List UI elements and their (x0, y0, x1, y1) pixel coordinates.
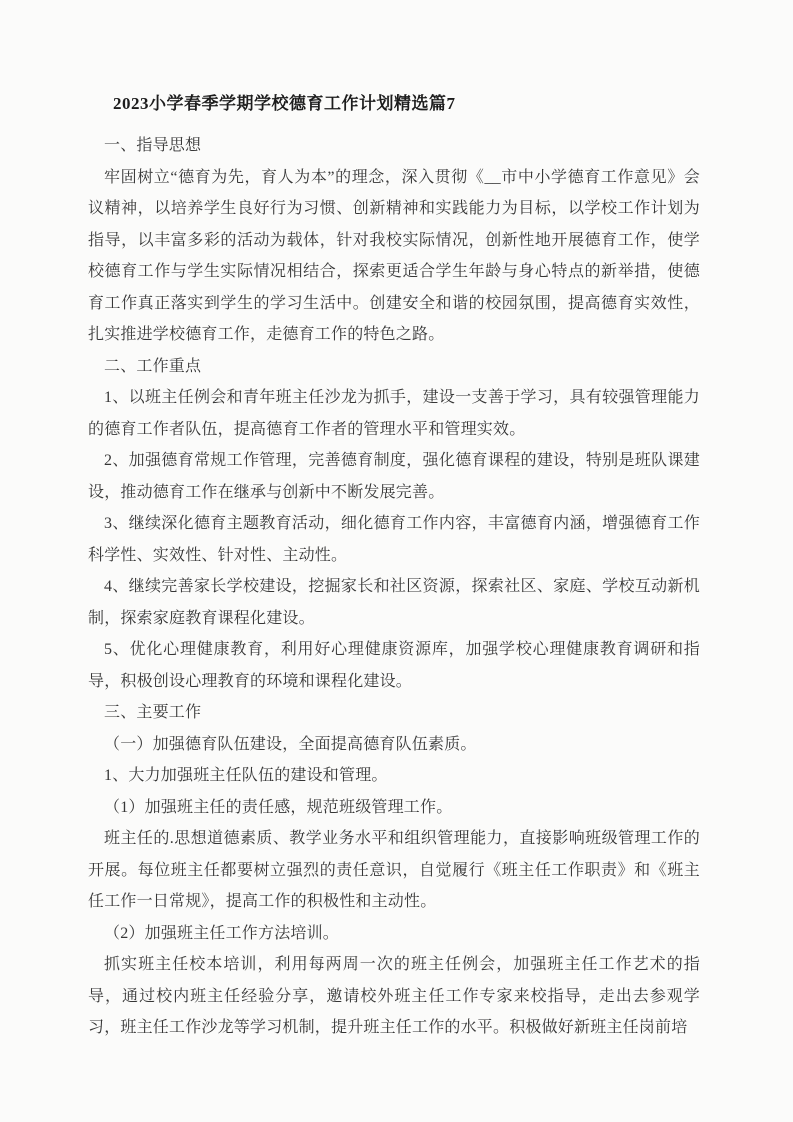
paragraph: 班主任的.思想道德素质、教学业务水平和组织管理能力，直接影响班级管理工作的开展。每位班主任都要树立强烈的责任意识，自觉履行《班主任工作职责》和《班主任工作一日常规》，提高工作的积极性和主动性。 (88, 830, 700, 910)
paragraph: （1）加强班主任的责任感，规范班级管理工作。 (104, 798, 453, 816)
paragraph: （2）加强班主任工作方法培训。 (104, 924, 340, 942)
section-heading: 一、指导思想 (104, 137, 202, 154)
document-body (88, 88, 700, 1044)
paragraph: 牢固树立“德育为先，育人为本”的理念，深入贯彻《__市中小学德育工作意见》会议精神，以培养学生良好行为习惯、创新精神和实践能力为目标，以学校工作计划为指导，以丰富多彩的活动为载体，针对我校实际情况，创新性地开展德育工作，使学校德育工作与学生实际情况相结合，探索更适合学生年龄与身心特点的新举措，使德育工作真正落实到学生的学习生活中。创建安全和谐的校园氛围，提高德育实效性，扎实推进学校德育工作，走德育工作的特色之路。 (88, 168, 700, 343)
paragraph: （一）加强德育队伍建设，全面提高德育队伍素质。 (104, 735, 477, 753)
paragraph: 2、加强德育常规工作管理，完善德育制度，强化德育课程的建设，特别是班队课建设，推动德育工作在继承与创新中不断发展完善。 (88, 452, 700, 501)
paragraph: 5、优化心理健康教育，利用好心理健康资源库，加强学校心理健康教育调研和指导，积极创设心理教育的环境和课程化建设。 (88, 641, 700, 690)
paragraph: 抓实班主任校本培训，利用每两周一次的班主任例会，加强班主任工作艺术的指导，通过校内班主任经验分享，邀请校外班主任工作专家来校指导，走出去参观学习，班主任工作沙龙等学习机制，提升班主任工作的水平。积极做好新班主任岗前培 (88, 956, 700, 1036)
paragraph: 1、大力加强班主任队伍的建设和管理。 (104, 767, 388, 784)
section-heading: 三、主要工作 (104, 704, 202, 721)
paragraph: 1、以班主任例会和青年班主任沙龙为抓手，建设一支善于学习，具有较强管理能力的德育工作者队伍，提高德育工作者的管理水平和管理实效。 (88, 389, 700, 438)
paragraph: 4、继续完善家长学校建设，挖掘家长和社区资源，探索社区、家庭、学校互动新机制，探索家庭教育课程化建设。 (88, 578, 700, 627)
paragraph: 3、继续深化德育主题教育活动，细化德育工作内容，丰富德育内涵，增强德育工作科学性、实效性、针对性、主动性。 (88, 515, 700, 564)
doc-title: 2023小学春季学期学校德育工作计划精选篇7 (113, 94, 456, 113)
section-heading: 二、工作重点 (104, 357, 202, 375)
